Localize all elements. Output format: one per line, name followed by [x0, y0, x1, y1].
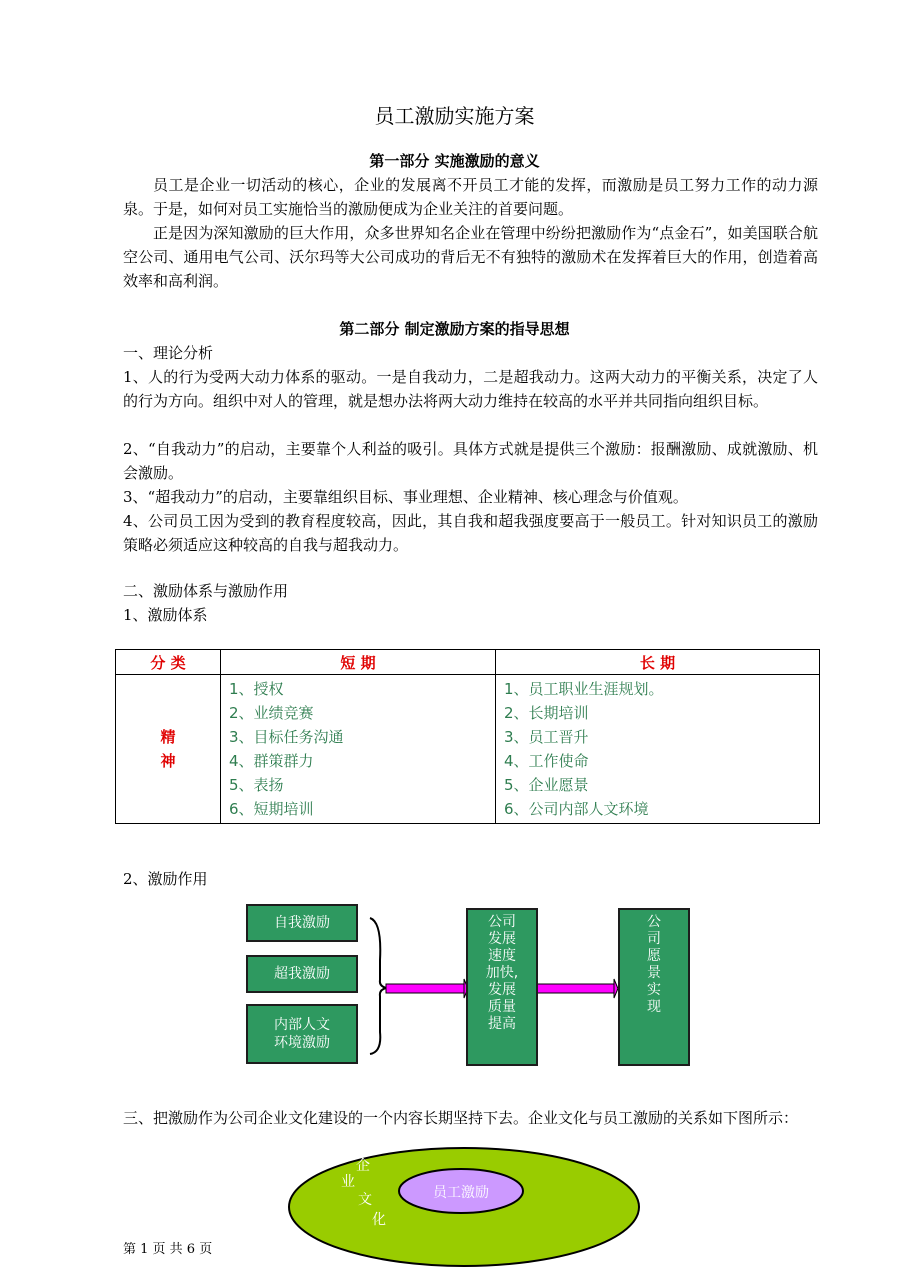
box-text: 公司 — [488, 914, 516, 930]
culture-char: 化 — [372, 1212, 386, 1228]
table-header-row — [116, 650, 820, 675]
part1-paragraph-2: 正是因为深知激励的巨大作用，众多世界知名企业在管理中纷纷把激励作为“点金石”，如美国联合航空公司、通用电气公司、沃尔玛等大公司成功的背后无不有独特的激励术在发挥着巨大的作用，创造着高效率和高利润。 — [123, 224, 818, 290]
category-char: 精 — [160, 728, 176, 746]
page-title: 员工激励实施方案 — [374, 104, 535, 128]
culture-char: 企 — [356, 1158, 370, 1174]
company-development-box — [466, 908, 538, 1066]
incentive-effect-subtitle: 2、激励作用 — [123, 870, 208, 888]
box-text: 景 — [647, 965, 661, 981]
short-term-cell — [221, 675, 496, 824]
environment-incentive-box — [246, 1004, 358, 1064]
list-item: 4、群策群力 — [229, 752, 314, 770]
incentive-system-subtitle: 1、激励体系 — [123, 606, 208, 624]
box-text: 速度 — [488, 948, 516, 964]
list-item: 1、授权 — [229, 680, 284, 698]
theory-point-3: 3、“超我动力”的启动，主要靠组织目标、事业理想、企业精神、核心理念与价值观。 — [123, 488, 688, 506]
box-text: 提高 — [488, 1016, 516, 1032]
page-footer: 第 1 页 共 6 页 — [123, 1242, 213, 1257]
part1-heading: 第一部分 实施激励的意义 — [369, 152, 540, 170]
incentive-table — [115, 649, 820, 824]
list-item: 6、短期培训 — [229, 800, 314, 818]
list-item: 3、目标任务沟通 — [229, 728, 344, 746]
theory-point-2: 2、“自我动力”的启动，主要靠个人利益的吸引。具体方式就是提供三个激励：报酬激励、成就激励、机会激励。 — [123, 440, 818, 482]
section1-title: 一、理论分析 — [123, 344, 214, 362]
table-header-short-term: 短 期 — [221, 650, 496, 675]
box-text: 质量 — [488, 999, 516, 1015]
bracket-shape — [370, 918, 386, 1054]
table-header-category: 分 类 — [116, 650, 221, 675]
list-item: 1、员工职业生涯规划。 — [504, 680, 664, 698]
section3-text: 三、把激励作为公司企业文化建设的一个内容长期坚持下去。企业文化与员工激励的关系如下图所示： — [123, 1109, 799, 1127]
theory-point-4: 4、公司员工因为受到的教育程度较高，因此，其自我和超我强度要高于一般员工。针对知识员工的激励策略必须适应这种较高的自我与超我动力。 — [123, 512, 818, 554]
company-vision-box — [618, 908, 690, 1066]
box-text: 发展 — [488, 931, 516, 947]
employee-incentive-label: 员工激励 — [433, 1185, 489, 1201]
superego-incentive-box: 超我激励 — [246, 955, 358, 993]
culture-char: 业 — [341, 1174, 355, 1190]
box-text: 实 — [647, 982, 661, 998]
box-text: 司 — [647, 931, 661, 947]
box-text: 内部人文 — [274, 1017, 330, 1033]
culture-diagram — [286, 1146, 646, 1276]
box-text: 发展 — [488, 982, 516, 998]
category-spirit — [116, 675, 221, 824]
list-item: 3、员工晋升 — [504, 728, 589, 746]
part2-heading: 第二部分 制定激励方案的指导思想 — [339, 320, 570, 338]
box-text: 现 — [647, 999, 661, 1015]
list-item: 5、表扬 — [229, 776, 284, 794]
long-term-cell — [496, 675, 820, 824]
arrow-shaft-1 — [386, 984, 466, 993]
arrow-shaft-2 — [536, 984, 614, 993]
box-text: 公 — [647, 914, 661, 930]
box-text: 环境激励 — [274, 1035, 330, 1051]
table-header-long-term: 长 期 — [496, 650, 820, 675]
box-text: 加快, — [485, 965, 519, 981]
list-item: 5、企业愿景 — [504, 776, 589, 794]
part1-paragraph-1: 员工是企业一切活动的核心，企业的发展离不开员工才能的发挥，而激励是员工努力工作的动力源泉。于是，如何对员工实施恰当的激励便成为企业关注的首要问题。 — [123, 176, 818, 218]
table-row — [116, 675, 820, 824]
list-item: 4、工作使命 — [504, 752, 589, 770]
category-char: 神 — [160, 752, 176, 770]
section2-title: 二、激励体系与激励作用 — [123, 582, 289, 600]
theory-point-1: 1、人的行为受两大动力体系的驱动。一是自我动力，二是超我动力。这两大动力的平衡关系，决定了人的行为方向。组织中对人的管理，就是想办法将两大动力维持在较高的水平并共同指向组织目标。 — [123, 368, 818, 410]
culture-char: 文 — [358, 1192, 372, 1208]
box-text: 愿 — [647, 948, 661, 964]
list-item: 6、公司内部人文环境 — [504, 800, 649, 818]
self-incentive-box: 自我激励 — [246, 904, 358, 942]
list-item: 2、业绩竞赛 — [229, 704, 314, 722]
list-item: 2、长期培训 — [504, 704, 589, 722]
